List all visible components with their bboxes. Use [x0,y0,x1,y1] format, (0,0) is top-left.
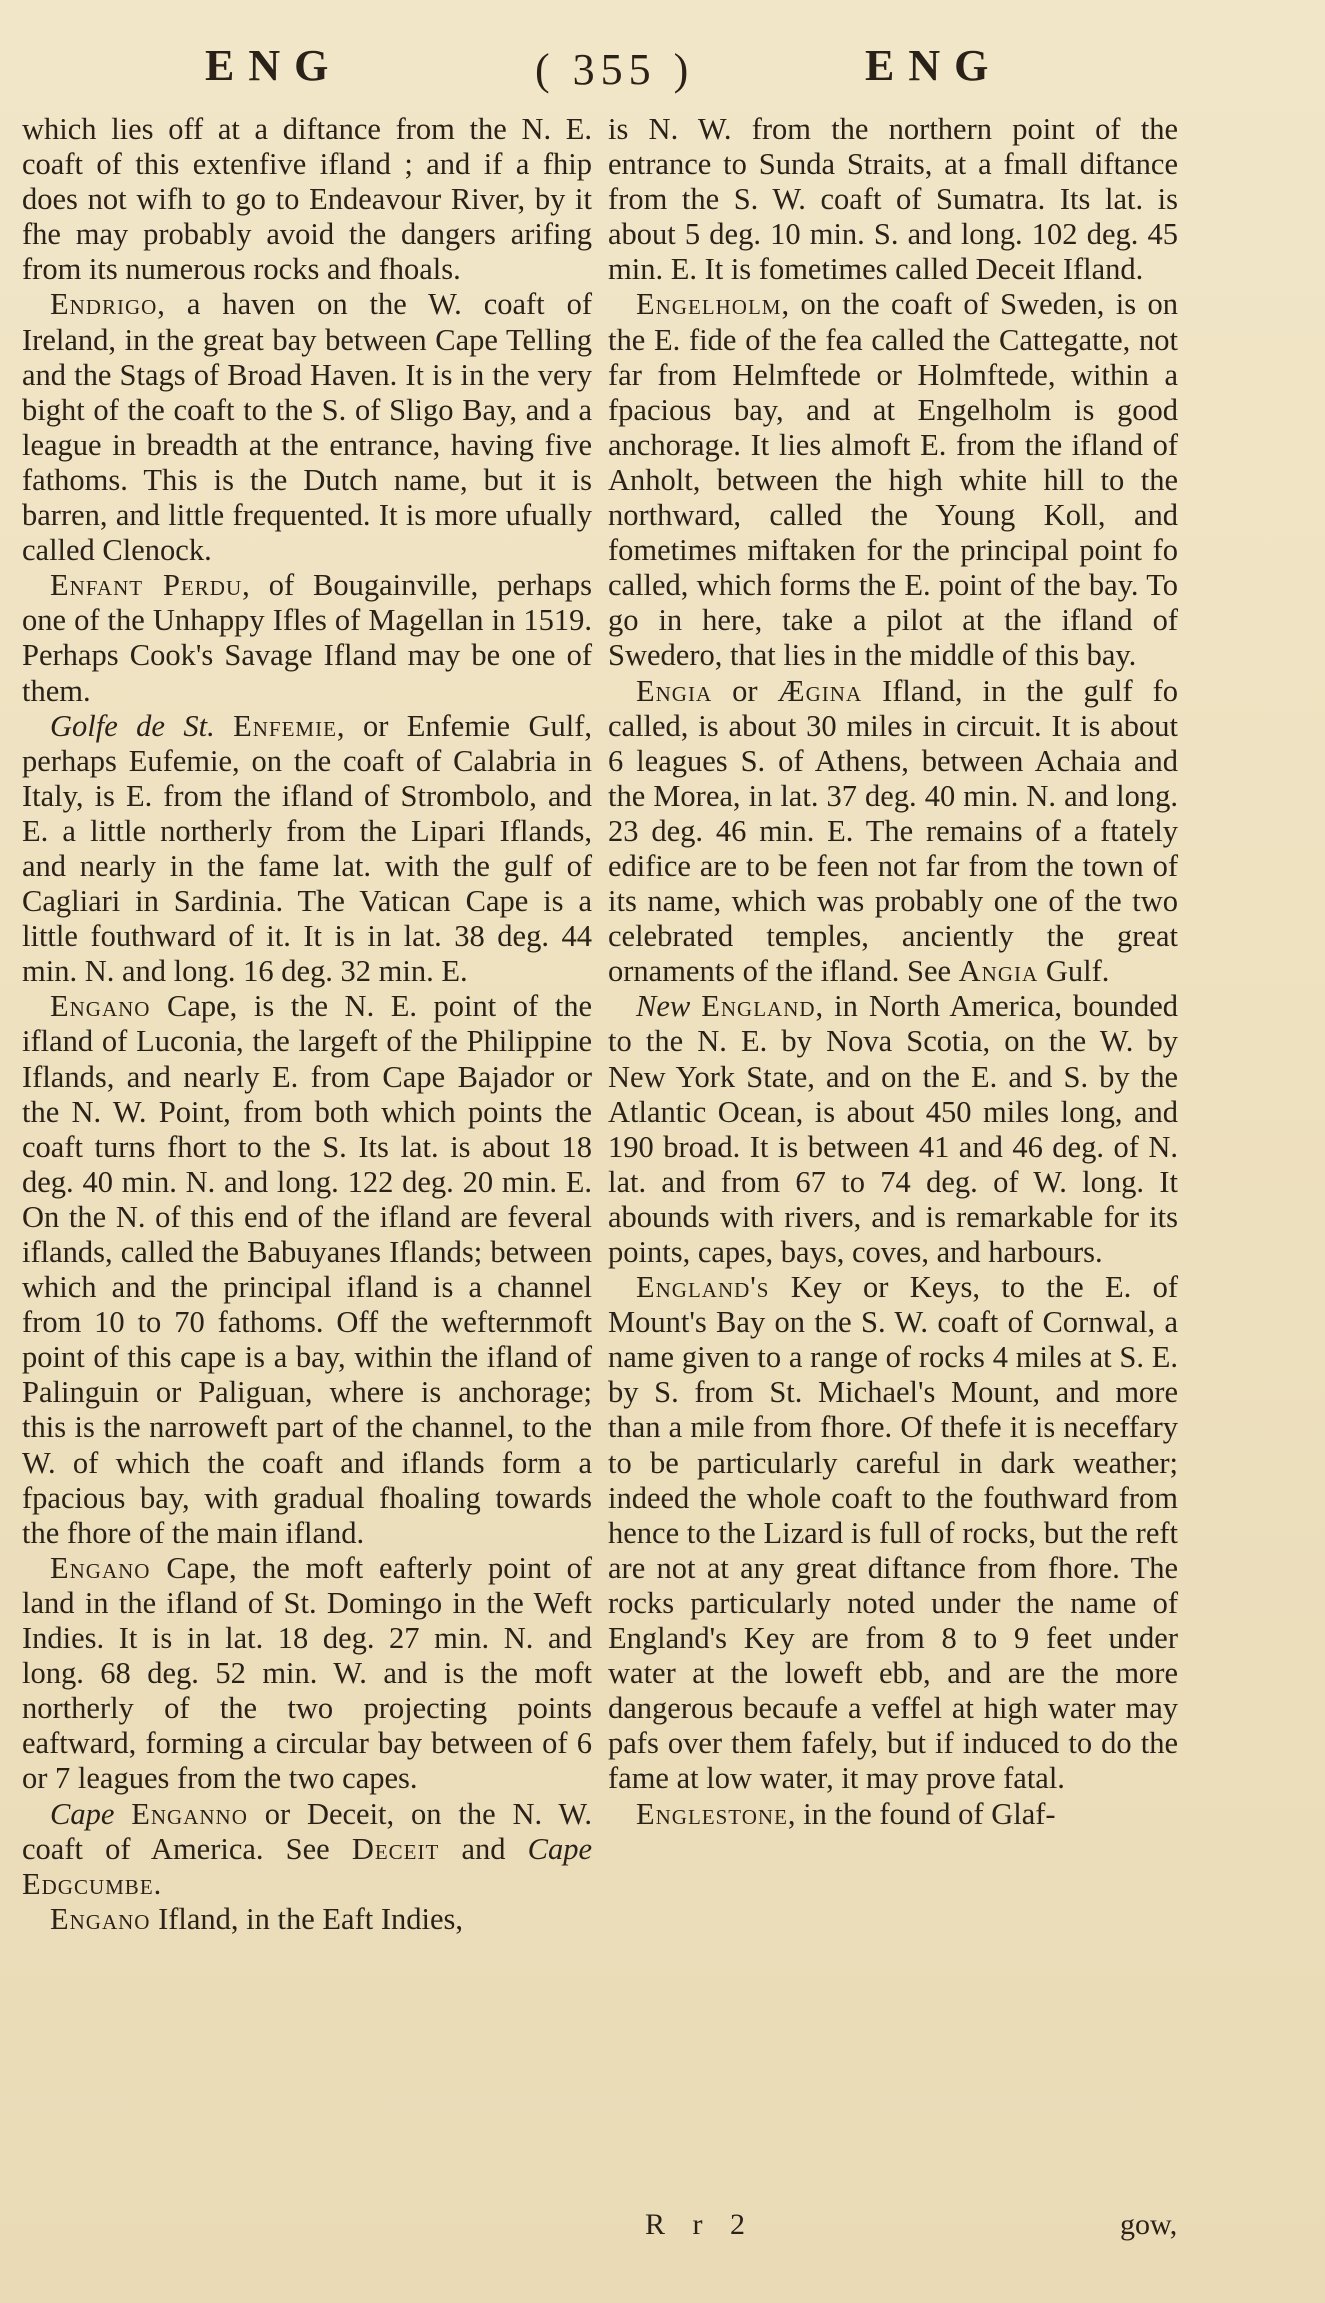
entry-text [690,989,701,1023]
entry-text: Ifland, in the gulf fo called, is about 30 miles in circuit. It is about 6 leagues S. of Athens, between Achaia and the Morea, in lat. 37 deg. 40 min. N. and long. 23 deg. 46 min. E. The remains of a ftately edifice are to be feen not far from the town of its name, which was probably one of the two celebrated temples, anciently the great ornaments of the ifland. See [608,673,1178,989]
entry-text: Ifland, in the Eaft Indies, [150,1901,463,1936]
entry-headword: Enfemie [233,708,337,743]
entry-paragraph [608,674,1178,990]
italic-prefix: Golfe de St. [50,708,215,743]
italic-prefix: New [636,989,691,1024]
entry-paragraph [608,989,1178,1270]
entry-text: or [712,673,778,708]
header-left: ENG [205,41,343,90]
entry-text: , or Enfemie Gulf, perhaps Eufemie, on the coaft of Calabria in Italy, is E. from the ifland of Strombolo, and E. a little northerly from the Lipari Iflands, and nearly in the fame lat. with the gulf of Cagliari in Sardinia. The Vatican Cape is a little fouthward of it. It is in lat. 38 deg. 44 min. N. and long. 16 deg. 32 min. E. [22,708,593,989]
entry-paragraph [608,1797,1178,1832]
entry-headword: Ægina [777,673,863,708]
entry-text: . [153,1866,162,1901]
right-column [608,112,1178,1832]
entry-headword: England [701,989,816,1024]
entry-headword: Edgcumbe [22,1866,154,1901]
entry-headword: Endrigo [50,287,158,322]
entry-headword: Engelholm [636,287,782,322]
entry-headword: Engano [50,1901,151,1936]
entry-headword: England's [636,1270,770,1305]
entry-text: or Deceit, on the N. W. coaft of America. See [22,1796,593,1866]
entry-headword: Engia [636,673,713,708]
page-number: ( 355 ) [535,45,695,94]
entry-headword: Enfant Perdu [50,568,243,603]
entry-text: Cape, is the N. E. point of the ifland of Luconia, the largeft of the Philippine Iflands, and nearly E. from Cape Bajador or the N. W. Point, from both which points the coaft turns fhort to the S. Its lat. is about 18 deg. 40 min. N. and long. 122 deg. 20 min. E. On the N. of this end of the ifland are feveral iflands, called the Babuyanes Iflands; between which and the principal ifland is a channel from 10 to 70 fathoms. Off the wefternmoft point of this cape is a bay, within the ifland of Palinguin or Paliguan, where is anchorage; this is the narroweft part of the channel, to the W. of which the coaft and iflands form a fpacious bay, with gradual fhoaling towards the fhore of the main ifland. [22,989,592,1550]
entry-headword: Engano [50,989,151,1024]
signature-mark: R r 2 [645,2208,755,2241]
entry-headword: Englestone [636,1796,788,1831]
entry-paragraph [608,112,1178,287]
entry-paragraph [22,1551,592,1797]
page-footer [0,2208,1325,2248]
entry-text [114,1797,131,1831]
italic-prefix: Cape [50,1796,115,1831]
running-header [20,40,1305,110]
entry-text: Key or Keys, to the E. of Mount's Bay on the S. W. coaft of Cornwal, a name given to a range of rocks 4 miles at S. E. by S. from St. Michael's Mount, and more than a mile from fhore. Of thefe it is neceffary to be particularly careful in dark weather; indeed the whole coaft to the fouthward from hence to the Lizard is full of rocks, but the reft are not at any great diftance from fhore. The rocks particularly noted under the name of England's Key are from 8 to 9 feet under water at the loweft ebb, and are the more dangerous becaufe a veffel at high water may pafs over them fafely, but if induced to do the fame at low water, it may prove fatal. [608,1270,1178,1796]
entry-text: and [439,1831,528,1866]
entry-paragraph [608,1270,1178,1796]
entry-paragraph [22,568,592,708]
entry-text: is N. W. from the northern point of the entrance to Sunda Straits, at a fmall diftance from the S. W. coaft of Sumatra. Its lat. is about 5 deg. 10 min. S. and long. 102 deg. 45 min. E. It is fometimes called Deceit Ifland. [608,112,1178,287]
entry-text: , in the found of Glaf- [787,1796,1056,1831]
catchword: gow, [1120,2208,1178,2241]
entry-paragraph [22,709,592,990]
entry-headword: Deceit [351,1831,440,1866]
entry-text: Cape, the moft eafterly point of land in the ifland of St. Domingo in the Weft Indies. It is in lat. 18 deg. 27 min. N. and long. 68 deg. 52 min. W. and is the moft northerly of the two projecting points eaftward, forming a circular bay between of 6 or 7 leagues from the two capes. [22,1550,592,1796]
entry-headword: Angia [958,954,1039,989]
entry-paragraph [22,112,592,287]
entry-text [215,709,233,743]
entry-text: , a haven on the W. coaft of Ireland, in the great bay between Cape Telling and the Stags of Broad Haven. It is in the very bight of the coaft to the S. of Sligo Bay, and a league in breadth at the entrance, having five fathoms. This is the Dutch name, but it is barren, and little frequented. It is more ufually called Clenock. [22,287,592,568]
entry-text: , on the coaft of Sweden, is on the E. fide of the fea called the Cattegatte, not far from Helmftede or Holmftede, within a fpacious bay, and at Engelholm is good anchorage. It lies almoft E. from the ifland of Anholt, between the high white hill to the northward, called the Young Koll, and fometimes miftaken for the principal point fo called, which forms the E. point of the bay. To go in here, take a pilot at the ifland of Swedero, that lies in the middle of this bay. [608,287,1178,673]
italic-prefix: Cape [527,1831,592,1866]
entry-paragraph [22,287,592,568]
entry-text: , in North America, bounded to the N. E. by Nova Scotia, on the W. by New York State, and on the E. and S. by the Atlantic Ocean, is about 450 miles long, and 190 broad. It is between 41 and 46 deg. of N. lat. and from 67 to 74 deg. of W. long. It abounds with rivers, and is remarkable for its points, capes, bays, coves, and harbours. [608,989,1178,1269]
left-column [22,112,592,1937]
entry-headword: Engano [50,1550,151,1585]
header-right: ENG [865,41,1003,90]
entry-headword: Enganno [131,1796,248,1831]
entry-paragraph [22,1902,592,1937]
entry-text: which lies off at a diftance from the N. E. coaft of this extenfive ifland ; and if a fhip does not wifh to go to Endeavour River, by it fhe may probably avoid the dangers arifing from its numerous rocks and fhoals. [22,112,592,287]
entry-paragraph [608,287,1178,673]
entry-text: , of Bougainville, perhaps one of the Unhappy Ifles of Magellan in 1519. Perhaps Cook's Savage Ifland may be one of them. [22,568,592,708]
entry-paragraph [22,989,592,1551]
entry-paragraph [22,1797,592,1902]
entry-text: Gulf. [1038,954,1110,989]
